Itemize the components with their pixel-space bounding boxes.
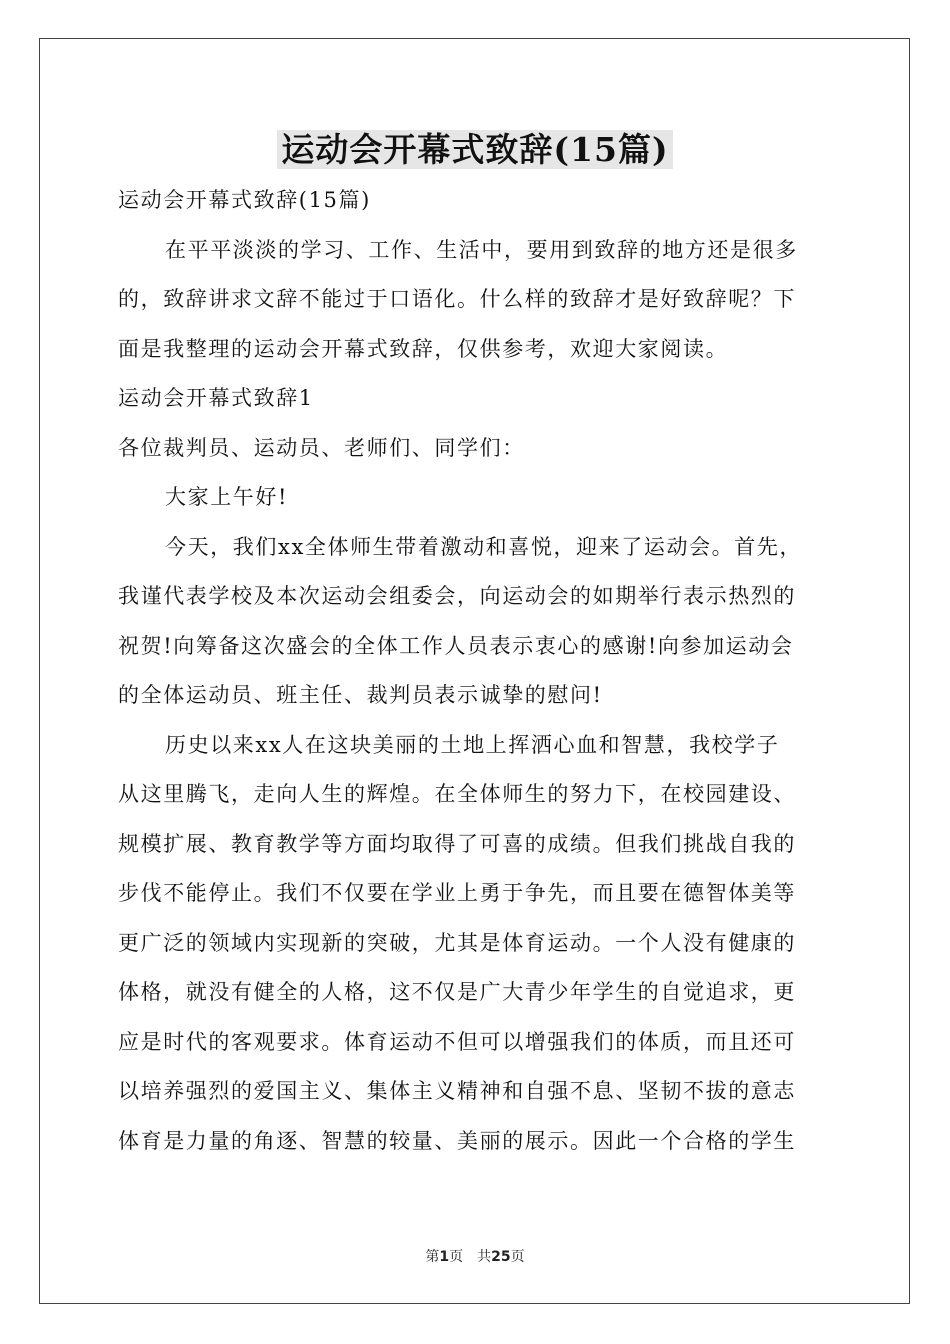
text-line: 体育是力量的角逐、智慧的较量、美丽的展示。因此一个合格的学生 (118, 1128, 796, 1153)
total-prefix: 共 (477, 1249, 492, 1265)
page-prefix: 第 (425, 1249, 440, 1265)
document-title-text: 运动会开幕式致辞(15篇) (277, 130, 672, 169)
page-footer (0, 1247, 950, 1267)
text-line: 运动会开幕式致辞1 (118, 386, 314, 410)
document-title (0, 128, 950, 172)
text-line: 我谨代表学校及本次运动会组委会，向运动会的如期举行表示热烈的 (118, 584, 796, 608)
text-line: 在平平淡淡的学习、工作、生活中，要用到致辞的地方还是很多 (165, 237, 798, 262)
text-line: 以培养强烈的爱国主义、集体主义精神和自强不息、坚韧不拔的意志 (118, 1079, 796, 1103)
text-line: 从这里腾飞，走向人生的辉煌。在全体师生的努力下，在校园建设、 (118, 782, 796, 806)
text-line: 祝贺!向筹备这次盛会的全体工作人员表示衷心的感谢!向参加运动会 (118, 633, 794, 658)
text-line: 更广泛的领域内实现新的突破，尤其是体育运动。一个人没有健康的 (118, 930, 796, 955)
text-line: 的全体运动员、班主任、裁判员表示诚挚的慰问! (118, 683, 603, 707)
text-line: 各位裁判员、运动员、老师们、同学们： (118, 435, 525, 460)
text-line: 的，致辞讲求文辞不能过于口语化。什么样的致辞才是好致辞呢？下 (118, 287, 796, 311)
text-line: 运动会开幕式致辞(15篇) (118, 188, 371, 212)
page-number: 1 (439, 1249, 450, 1265)
text-line: 大家上午好! (165, 485, 289, 509)
text-line: 面是我整理的运动会开幕式致辞，仅供参考，欢迎大家阅读。 (118, 336, 729, 361)
text-line: 步伐不能停止。我们不仅要在学业上勇于争先，而且要在德智体美等 (118, 881, 796, 905)
text-line: 历史以来xx人在这块美丽的土地上挥洒心血和智慧，我校学子 (165, 732, 780, 757)
total-suffix: 页 (510, 1249, 525, 1265)
document-body (118, 176, 838, 1166)
text-line: 规模扩展、教育教学等方面均取得了可喜的成绩。但我们挑战自我的 (118, 831, 796, 856)
text-line: 体格，就没有健全的人格，这不仅是广大青少年学生的自觉追求，更 (118, 980, 796, 1004)
page-suffix: 页 (449, 1249, 464, 1265)
text-line: 今天，我们xx全体师生带着激动和喜悦，迎来了运动会。首先， (165, 534, 803, 559)
total-pages: 25 (491, 1249, 511, 1265)
text-line: 应是时代的客观要求。体育运动不但可以增强我们的体质，而且还可 (118, 1029, 796, 1054)
